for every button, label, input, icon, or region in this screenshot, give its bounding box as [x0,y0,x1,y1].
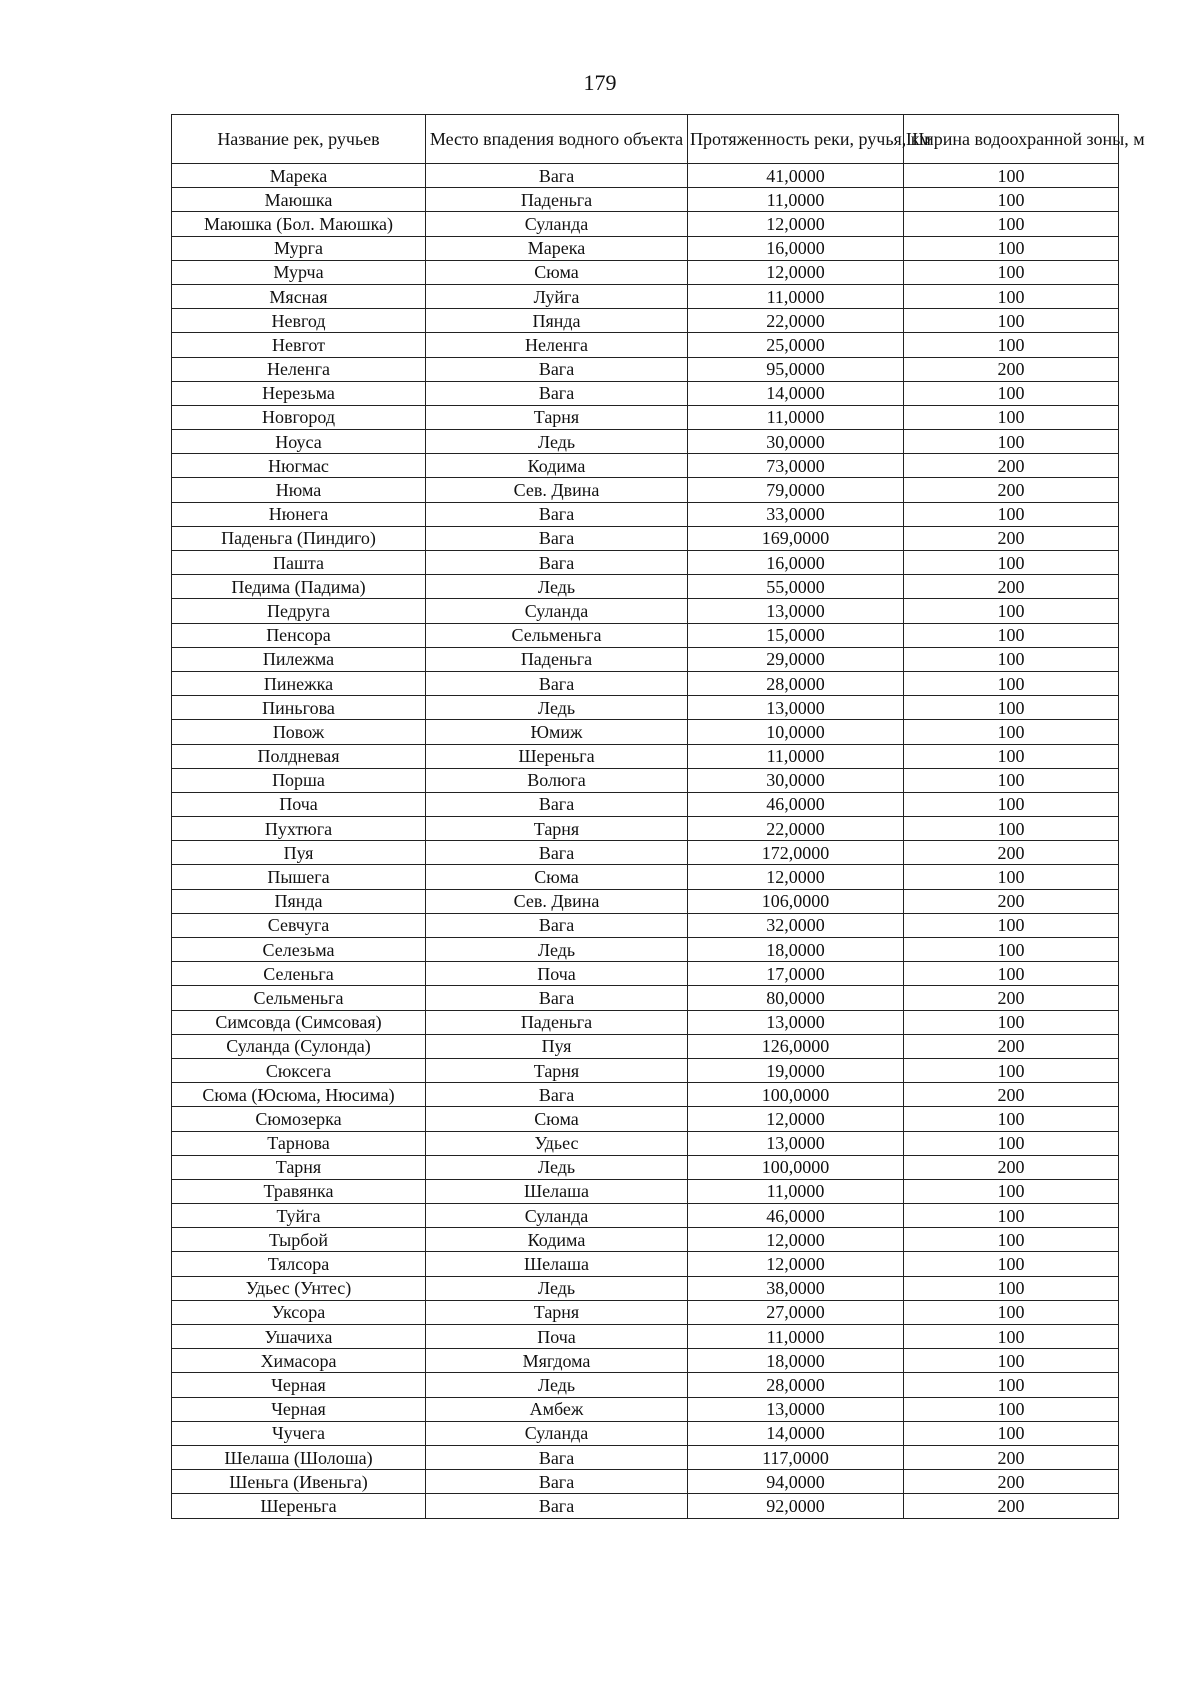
zone-width-cell: 100 [904,212,1119,236]
zone-width-cell: 100 [904,720,1119,744]
zone-width-cell: 100 [904,551,1119,575]
table-row [172,1445,1119,1469]
zone-width-cell: 200 [904,1155,1119,1179]
confluence-place-cell: Ледь [426,1276,688,1300]
river-length-cell: 12,0000 [688,1252,904,1276]
confluence-place-cell: Вага [426,526,688,550]
zone-width-cell: 200 [904,841,1119,865]
confluence-place-cell: Шереньга [426,744,688,768]
zone-width-cell: 200 [904,986,1119,1010]
river-name-cell: Маюшка [172,188,426,212]
table-row [172,1083,1119,1107]
river-name-cell: Сельменьга [172,986,426,1010]
header-protection-zone-width: Ширина водоохранной зоны, м [904,115,1119,164]
zone-width-cell: 100 [904,913,1119,937]
confluence-place-cell: Вага [426,1494,688,1518]
table-row [172,744,1119,768]
river-length-cell: 16,0000 [688,551,904,575]
table-row [172,1107,1119,1131]
table-row [172,551,1119,575]
confluence-place-cell: Шелаша [426,1252,688,1276]
table-row [172,1058,1119,1082]
river-name-cell: Пухтюга [172,817,426,841]
table-row [172,1494,1119,1518]
table-row [172,599,1119,623]
river-name-cell: Тялсора [172,1252,426,1276]
confluence-place-cell: Поча [426,1325,688,1349]
river-name-cell: Марека [172,164,426,188]
river-length-cell: 32,0000 [688,913,904,937]
river-length-cell: 41,0000 [688,164,904,188]
table-row [172,526,1119,550]
river-name-cell: Пуя [172,841,426,865]
zone-width-cell: 100 [904,309,1119,333]
table-row [172,962,1119,986]
table-row [172,696,1119,720]
river-length-cell: 13,0000 [688,599,904,623]
zone-width-cell: 100 [904,1300,1119,1324]
river-name-cell: Мясная [172,284,426,308]
table-row [172,913,1119,937]
river-name-cell: Нюгмас [172,454,426,478]
river-length-cell: 12,0000 [688,1107,904,1131]
river-length-cell: 13,0000 [688,1397,904,1421]
confluence-place-cell: Ледь [426,938,688,962]
table-row [172,357,1119,381]
river-name-cell: Мурга [172,236,426,260]
zone-width-cell: 200 [904,478,1119,502]
zone-width-cell: 200 [904,1034,1119,1058]
river-name-cell: Травянка [172,1179,426,1203]
river-length-cell: 14,0000 [688,381,904,405]
table-row [172,309,1119,333]
river-length-cell: 117,0000 [688,1445,904,1469]
river-length-cell: 13,0000 [688,1010,904,1034]
table-row [172,1228,1119,1252]
confluence-place-cell: Сельменьга [426,623,688,647]
zone-width-cell: 100 [904,671,1119,695]
zone-width-cell: 100 [904,768,1119,792]
zone-width-cell: 200 [904,454,1119,478]
table-row [172,671,1119,695]
river-length-cell: 46,0000 [688,1204,904,1228]
confluence-place-cell: Ледь [426,1155,688,1179]
table-row [172,938,1119,962]
confluence-place-cell: Суланда [426,1204,688,1228]
confluence-place-cell: Вага [426,502,688,526]
page-number: 179 [583,70,617,95]
zone-width-cell: 100 [904,1397,1119,1421]
header-confluence-place: Место впадения водного объекта [426,115,688,164]
river-length-cell: 19,0000 [688,1058,904,1082]
confluence-place-cell: Паденьга [426,188,688,212]
zone-width-cell: 100 [904,1349,1119,1373]
table-row [172,333,1119,357]
zone-width-cell: 100 [904,260,1119,284]
river-length-cell: 11,0000 [688,405,904,429]
table-row [172,1252,1119,1276]
zone-width-cell: 200 [904,357,1119,381]
confluence-place-cell: Кодима [426,454,688,478]
zone-width-cell: 100 [904,962,1119,986]
table-row [172,284,1119,308]
confluence-place-cell: Юмиж [426,720,688,744]
river-name-cell: Туйга [172,1204,426,1228]
confluence-place-cell: Вага [426,381,688,405]
confluence-place-cell: Луйга [426,284,688,308]
river-length-cell: 30,0000 [688,768,904,792]
confluence-place-cell: Волюга [426,768,688,792]
river-name-cell: Шереньга [172,1494,426,1518]
zone-width-cell: 200 [904,1470,1119,1494]
zone-width-cell: 100 [904,1373,1119,1397]
zone-width-cell: 100 [904,865,1119,889]
river-name-cell: Сюмозерка [172,1107,426,1131]
confluence-place-cell: Сюма [426,260,688,284]
river-name-cell: Пинежка [172,671,426,695]
river-name-cell: Невгот [172,333,426,357]
confluence-place-cell: Пуя [426,1034,688,1058]
zone-width-cell: 200 [904,889,1119,913]
table-header-row [172,115,1119,164]
table-row [172,720,1119,744]
river-name-cell: Повож [172,720,426,744]
zone-width-cell: 100 [904,623,1119,647]
header-river-name: Название рек, ручьев [172,115,426,164]
river-length-cell: 73,0000 [688,454,904,478]
river-length-cell: 28,0000 [688,671,904,695]
river-length-cell: 11,0000 [688,188,904,212]
river-name-cell: Уксора [172,1300,426,1324]
river-name-cell: Педруга [172,599,426,623]
river-name-cell: Мурча [172,260,426,284]
zone-width-cell: 100 [904,647,1119,671]
table-row [172,841,1119,865]
table-row [172,792,1119,816]
confluence-place-cell: Пянда [426,309,688,333]
table-row [172,623,1119,647]
confluence-place-cell: Вага [426,1083,688,1107]
river-length-cell: 80,0000 [688,986,904,1010]
river-length-cell: 30,0000 [688,430,904,454]
confluence-place-cell: Тарня [426,817,688,841]
river-name-cell: Ноуса [172,430,426,454]
river-name-cell: Чучега [172,1421,426,1445]
zone-width-cell: 100 [904,430,1119,454]
river-length-cell: 22,0000 [688,309,904,333]
river-length-cell: 13,0000 [688,696,904,720]
confluence-place-cell: Марека [426,236,688,260]
river-name-cell: Поча [172,792,426,816]
river-length-cell: 172,0000 [688,841,904,865]
river-length-cell: 11,0000 [688,1179,904,1203]
river-length-cell: 126,0000 [688,1034,904,1058]
river-length-cell: 46,0000 [688,792,904,816]
river-name-cell: Пышега [172,865,426,889]
river-name-cell: Симсовда (Симсовая) [172,1010,426,1034]
table-row [172,260,1119,284]
confluence-place-cell: Вага [426,986,688,1010]
table-row [172,1470,1119,1494]
table-row [172,1034,1119,1058]
table-row [172,1131,1119,1155]
river-name-cell: Сюксега [172,1058,426,1082]
table-row [172,1397,1119,1421]
confluence-place-cell: Вага [426,671,688,695]
zone-width-cell: 100 [904,696,1119,720]
river-name-cell: Нюма [172,478,426,502]
zone-width-cell: 100 [904,599,1119,623]
river-name-cell: Новгород [172,405,426,429]
river-length-cell: 18,0000 [688,938,904,962]
river-name-cell: Черная [172,1397,426,1421]
rivers-table [171,114,1145,1519]
river-name-cell: Педима (Падима) [172,575,426,599]
confluence-place-cell: Паденьга [426,1010,688,1034]
river-name-cell: Химасора [172,1349,426,1373]
confluence-place-cell: Мягдома [426,1349,688,1373]
table-row [172,1300,1119,1324]
confluence-place-cell: Ледь [426,1373,688,1397]
river-length-cell: 11,0000 [688,1325,904,1349]
confluence-place-cell: Тарня [426,1058,688,1082]
river-name-cell: Шелаша (Шолоша) [172,1445,426,1469]
table-row [172,212,1119,236]
zone-width-cell: 100 [904,1179,1119,1203]
zone-width-cell: 100 [904,744,1119,768]
table-row [172,236,1119,260]
river-length-cell: 15,0000 [688,623,904,647]
river-name-cell: Севчуга [172,913,426,937]
zone-width-cell: 100 [904,502,1119,526]
table-row [172,430,1119,454]
river-length-cell: 106,0000 [688,889,904,913]
river-length-cell: 12,0000 [688,865,904,889]
river-length-cell: 29,0000 [688,647,904,671]
confluence-place-cell: Вага [426,1445,688,1469]
river-length-cell: 22,0000 [688,817,904,841]
zone-width-cell: 100 [904,1325,1119,1349]
zone-width-cell: 200 [904,575,1119,599]
river-name-cell: Тарня [172,1155,426,1179]
table-body [172,164,1119,1519]
zone-width-cell: 100 [904,1107,1119,1131]
river-length-cell: 12,0000 [688,1228,904,1252]
river-name-cell: Нюнега [172,502,426,526]
zone-width-cell: 100 [904,164,1119,188]
river-name-cell: Невгод [172,309,426,333]
confluence-place-cell: Суланда [426,1421,688,1445]
river-length-cell: 28,0000 [688,1373,904,1397]
river-length-cell: 18,0000 [688,1349,904,1373]
confluence-place-cell: Вага [426,913,688,937]
table-row [172,1349,1119,1373]
zone-width-cell: 100 [904,1421,1119,1445]
confluence-place-cell: Тарня [426,405,688,429]
river-length-cell: 95,0000 [688,357,904,381]
table-row [172,381,1119,405]
river-length-cell: 38,0000 [688,1276,904,1300]
table-row [172,188,1119,212]
river-length-cell: 12,0000 [688,212,904,236]
zone-width-cell: 100 [904,1010,1119,1034]
river-name-cell: Паденьга (Пиндиго) [172,526,426,550]
confluence-place-cell: Ледь [426,696,688,720]
river-length-cell: 100,0000 [688,1155,904,1179]
confluence-place-cell: Сюма [426,865,688,889]
river-name-cell: Пянда [172,889,426,913]
zone-width-cell: 100 [904,817,1119,841]
zone-width-cell: 100 [904,236,1119,260]
river-name-cell: Суланда (Сулонда) [172,1034,426,1058]
confluence-place-cell: Сев. Двина [426,889,688,913]
table-row [172,1373,1119,1397]
zone-width-cell: 100 [904,1252,1119,1276]
zone-width-cell: 100 [904,1131,1119,1155]
table-row [172,1276,1119,1300]
river-name-cell: Черная [172,1373,426,1397]
river-name-cell: Удьес (Унтес) [172,1276,426,1300]
river-length-cell: 16,0000 [688,236,904,260]
confluence-place-cell: Сев. Двина [426,478,688,502]
river-length-cell: 94,0000 [688,1470,904,1494]
river-name-cell: Селезьма [172,938,426,962]
confluence-place-cell: Суланда [426,599,688,623]
confluence-place-cell: Удьес [426,1131,688,1155]
confluence-place-cell: Вага [426,164,688,188]
zone-width-cell: 100 [904,381,1119,405]
river-length-cell: 13,0000 [688,1131,904,1155]
zone-width-cell: 200 [904,1494,1119,1518]
zone-width-cell: 100 [904,792,1119,816]
river-length-cell: 79,0000 [688,478,904,502]
table-row [172,575,1119,599]
river-name-cell: Пашта [172,551,426,575]
river-length-cell: 25,0000 [688,333,904,357]
zone-width-cell: 100 [904,1276,1119,1300]
river-name-cell: Пиньгова [172,696,426,720]
confluence-place-cell: Поча [426,962,688,986]
table-row [172,502,1119,526]
confluence-place-cell: Тарня [426,1300,688,1324]
river-name-cell: Ушачиха [172,1325,426,1349]
confluence-place-cell: Ледь [426,575,688,599]
table-row [172,478,1119,502]
confluence-place-cell: Вага [426,551,688,575]
table-row [172,1421,1119,1445]
confluence-place-cell: Шелаша [426,1179,688,1203]
river-length-cell: 33,0000 [688,502,904,526]
river-name-cell: Селеньга [172,962,426,986]
zone-width-cell: 100 [904,1228,1119,1252]
river-name-cell: Сюма (Юсюма, Нюсима) [172,1083,426,1107]
river-length-cell: 11,0000 [688,284,904,308]
confluence-place-cell: Сюма [426,1107,688,1131]
header-river-length: Протяженность реки, ручья, км [688,115,904,164]
table-row [172,865,1119,889]
confluence-place-cell: Вага [426,1470,688,1494]
river-length-cell: 92,0000 [688,1494,904,1518]
table-row [172,817,1119,841]
river-length-cell: 55,0000 [688,575,904,599]
river-length-cell: 14,0000 [688,1421,904,1445]
zone-width-cell: 200 [904,1083,1119,1107]
zone-width-cell: 100 [904,188,1119,212]
river-name-cell: Неленга [172,357,426,381]
table-row [172,1155,1119,1179]
river-name-cell: Пенсора [172,623,426,647]
zone-width-cell: 100 [904,333,1119,357]
confluence-place-cell: Суланда [426,212,688,236]
zone-width-cell: 100 [904,405,1119,429]
confluence-place-cell: Вага [426,357,688,381]
zone-width-cell: 100 [904,1058,1119,1082]
river-length-cell: 11,0000 [688,744,904,768]
zone-width-cell: 200 [904,1445,1119,1469]
confluence-place-cell: Амбеж [426,1397,688,1421]
river-name-cell: Полдневая [172,744,426,768]
table-row [172,405,1119,429]
river-name-cell: Пилежма [172,647,426,671]
river-name-cell: Маюшка (Бол. Маюшка) [172,212,426,236]
zone-width-cell: 100 [904,938,1119,962]
confluence-place-cell: Паденьга [426,647,688,671]
river-length-cell: 17,0000 [688,962,904,986]
table-row [172,768,1119,792]
river-name-cell: Порша [172,768,426,792]
river-name-cell: Шеньга (Ивеньга) [172,1470,426,1494]
river-length-cell: 169,0000 [688,526,904,550]
table-row [172,1204,1119,1228]
table-row [172,889,1119,913]
table-row [172,1325,1119,1349]
table-row [172,986,1119,1010]
river-length-cell: 100,0000 [688,1083,904,1107]
confluence-place-cell: Вага [426,792,688,816]
zone-width-cell: 200 [904,526,1119,550]
table-row [172,454,1119,478]
river-length-cell: 27,0000 [688,1300,904,1324]
river-name-cell: Нерезьма [172,381,426,405]
confluence-place-cell: Кодима [426,1228,688,1252]
confluence-place-cell: Ледь [426,430,688,454]
river-length-cell: 10,0000 [688,720,904,744]
table-row [172,647,1119,671]
zone-width-cell: 100 [904,284,1119,308]
river-name-cell: Тарнова [172,1131,426,1155]
table-row [172,1179,1119,1203]
zone-width-cell: 100 [904,1204,1119,1228]
confluence-place-cell: Вага [426,841,688,865]
table-row [172,164,1119,188]
table-row [172,1010,1119,1034]
confluence-place-cell: Неленга [426,333,688,357]
river-name-cell: Тырбой [172,1228,426,1252]
river-length-cell: 12,0000 [688,260,904,284]
